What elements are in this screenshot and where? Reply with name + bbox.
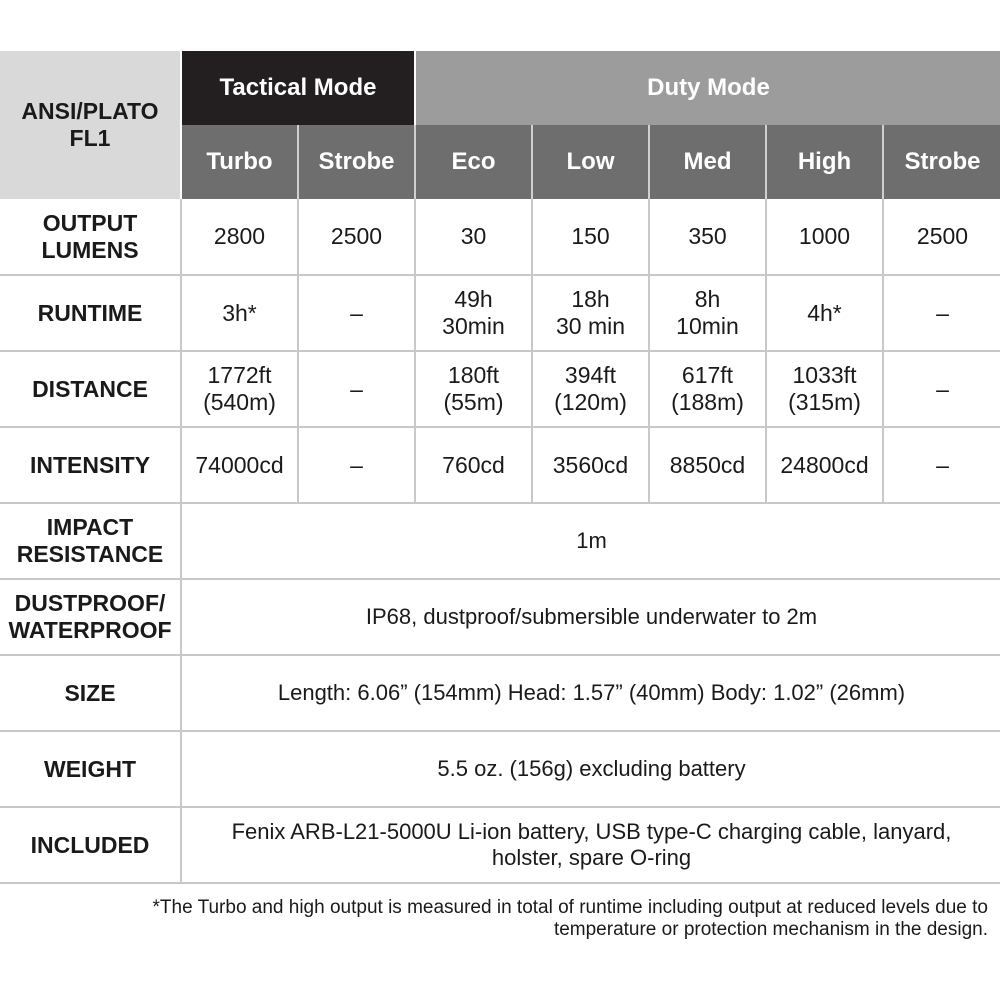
value-cell: 617ft (188m)	[649, 351, 766, 427]
row-dustproof-waterproof	[0, 579, 1000, 655]
row-label: DISTANCE	[0, 351, 181, 427]
mode-tactical-strobe: Strobe	[298, 125, 415, 199]
value-cell: –	[298, 275, 415, 351]
row-size	[0, 655, 1000, 731]
standard-label: ANSI/PLATO FL1	[0, 51, 181, 199]
spec-value: Fenix ARB-L21-5000U Li-ion battery, USB type-C charging cable, lanyard, holster, spare O-ring	[181, 807, 1000, 883]
value-cell: 8850cd	[649, 427, 766, 503]
mode-high: High	[766, 125, 883, 199]
row-label: WEIGHT	[0, 731, 181, 807]
value-cell: 150	[532, 199, 649, 275]
value-cell: 3560cd	[532, 427, 649, 503]
spec-value: IP68, dustproof/submersible underwater to 2m	[181, 579, 1000, 655]
value-cell: 3h*	[181, 275, 298, 351]
spec-grid	[0, 51, 1000, 884]
value-cell: –	[883, 427, 1000, 503]
row-label: INCLUDED	[0, 807, 181, 883]
value-cell: –	[298, 351, 415, 427]
mode-duty-strobe: Strobe	[883, 125, 1000, 199]
tactical-mode-header: Tactical Mode	[181, 51, 415, 125]
spec-table	[0, 51, 1000, 884]
value-cell: –	[883, 275, 1000, 351]
value-cell: 2500	[883, 199, 1000, 275]
row-label: OUTPUT LUMENS	[0, 199, 181, 275]
mode-med: Med	[649, 125, 766, 199]
value-cell: 1772ft (540m)	[181, 351, 298, 427]
value-cell: 24800cd	[766, 427, 883, 503]
spec-value: 5.5 oz. (156g) excluding battery	[181, 731, 1000, 807]
duty-mode-header: Duty Mode	[415, 51, 1000, 125]
row-runtime	[0, 275, 1000, 351]
mode-low: Low	[532, 125, 649, 199]
value-cell: 1000	[766, 199, 883, 275]
row-intensity	[0, 427, 1000, 503]
mode-eco: Eco	[415, 125, 532, 199]
row-label: RUNTIME	[0, 275, 181, 351]
value-cell: 760cd	[415, 427, 532, 503]
value-cell: 1033ft (315m)	[766, 351, 883, 427]
value-cell: 180ft (55m)	[415, 351, 532, 427]
value-cell: 74000cd	[181, 427, 298, 503]
value-cell: 350	[649, 199, 766, 275]
row-label: SIZE	[0, 655, 181, 731]
row-weight	[0, 731, 1000, 807]
row-label: DUSTPROOF/ WATERPROOF	[0, 579, 181, 655]
row-label: IMPACT RESISTANCE	[0, 503, 181, 579]
row-included	[0, 807, 1000, 883]
value-cell: 49h 30min	[415, 275, 532, 351]
value-cell: –	[883, 351, 1000, 427]
footnote: *The Turbo and high output is measured in total of runtime including output at reduced levels due to temperature or protection mechanism in the design.	[152, 897, 988, 940]
row-impact-resistance	[0, 503, 1000, 579]
value-cell: 18h 30 min	[532, 275, 649, 351]
row-output-lumens	[0, 199, 1000, 275]
value-cell: 394ft (120m)	[532, 351, 649, 427]
value-cell: 2500	[298, 199, 415, 275]
value-cell: 4h*	[766, 275, 883, 351]
value-cell: 2800	[181, 199, 298, 275]
row-label: INTENSITY	[0, 427, 181, 503]
spec-value: 1m	[181, 503, 1000, 579]
value-cell: 8h 10min	[649, 275, 766, 351]
mode-turbo: Turbo	[181, 125, 298, 199]
value-cell: –	[298, 427, 415, 503]
value-cell: 30	[415, 199, 532, 275]
spec-value: Length: 6.06” (154mm) Head: 1.57” (40mm) Body: 1.02” (26mm)	[181, 655, 1000, 731]
row-distance	[0, 351, 1000, 427]
